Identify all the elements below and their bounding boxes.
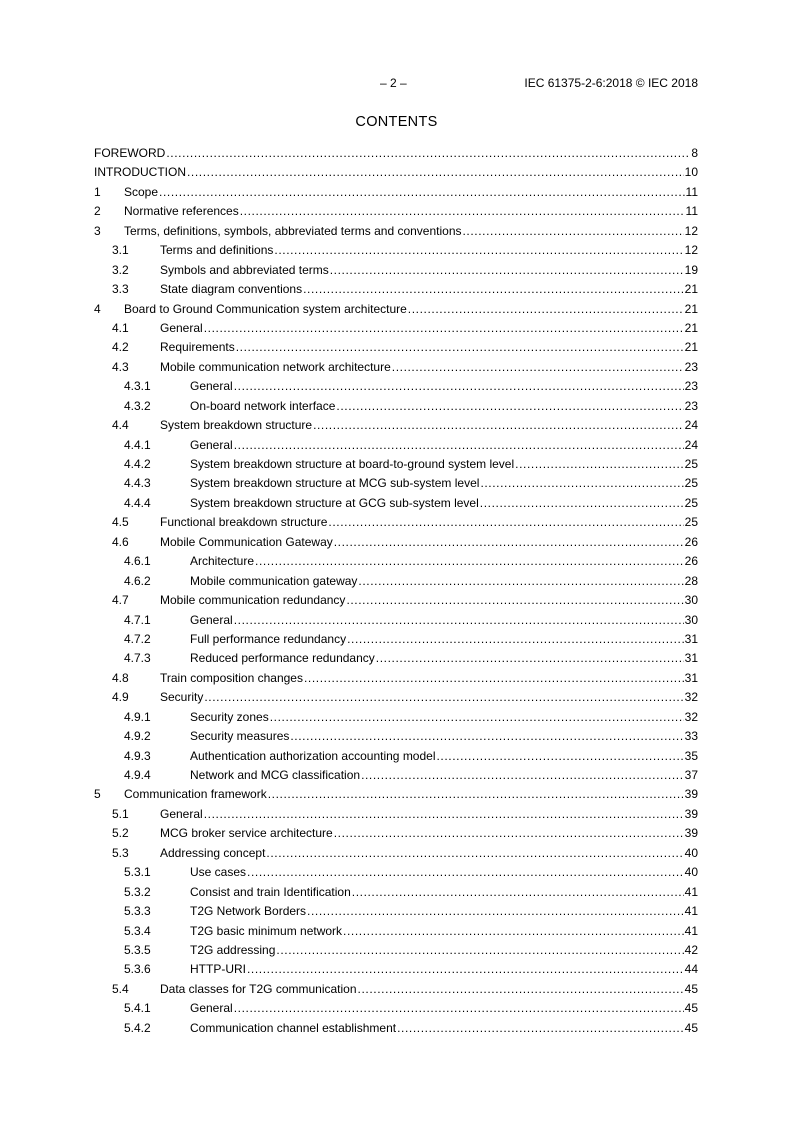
toc-entry[interactable] <box>94 611 698 630</box>
toc-leader-dots <box>270 708 684 727</box>
toc-entry-title: General <box>160 320 203 335</box>
toc-entry-number: 4.4 <box>112 418 129 433</box>
toc-leader-dots <box>330 261 684 280</box>
toc-entry-page: 26 <box>684 534 698 549</box>
toc-leader-dots <box>255 552 684 571</box>
toc-entry-page: 23 <box>684 398 698 413</box>
toc-entry-title: MCG broker service architecture <box>160 826 333 841</box>
toc-entry-title: Train composition changes <box>160 670 303 685</box>
toc-entry[interactable] <box>94 144 698 163</box>
toc-leader-dots <box>408 300 684 319</box>
toc-leader-dots <box>343 922 684 941</box>
toc-entry-page: 10 <box>684 165 698 180</box>
toc-entry-number: 5.3.6 <box>124 962 151 977</box>
toc-entry[interactable] <box>94 863 698 882</box>
toc-entry-page: 44 <box>684 962 698 977</box>
page-number: – 2 – <box>380 76 407 90</box>
toc-entry-title: Board to Ground Communication system architecture <box>124 301 407 316</box>
toc-entry-page: 42 <box>684 942 698 957</box>
toc-entry[interactable] <box>94 883 698 902</box>
toc-entry-number: 4.3.1 <box>124 379 151 394</box>
toc-entry-page: 25 <box>684 495 698 510</box>
toc-entry-title: Mobile communication gateway <box>190 573 358 588</box>
toc-entry-title: FOREWORD <box>94 146 166 160</box>
toc-entry[interactable] <box>94 1019 698 1038</box>
toc-entry-title: General <box>190 437 233 452</box>
toc-entry-number: 5.4 <box>112 981 129 996</box>
toc-entry[interactable] <box>94 824 698 843</box>
toc-entry-number: 4.4.4 <box>124 495 151 510</box>
toc-entry-number: 3 <box>94 223 101 238</box>
toc-entry-title: Mobile Communication Gateway <box>160 534 333 549</box>
toc-entry-number: 5.3.3 <box>124 904 151 919</box>
toc-entry-page: 19 <box>684 262 698 277</box>
toc-entry[interactable] <box>94 572 698 591</box>
toc-entry-number: 4.6.1 <box>124 554 151 569</box>
toc-entry-title: T2G basic minimum network <box>190 923 343 938</box>
toc-leader-dots <box>240 202 685 221</box>
toc-entry[interactable] <box>94 202 698 221</box>
toc-entry[interactable] <box>94 630 698 649</box>
toc-entry-page: 21 <box>684 320 698 335</box>
toc-leader-dots <box>204 319 684 338</box>
toc-entry-page: 40 <box>684 865 698 880</box>
toc-entry-title: Use cases <box>190 865 247 880</box>
toc-entry[interactable] <box>94 747 698 766</box>
toc-entry[interactable] <box>94 922 698 941</box>
toc-entry-page: 45 <box>684 1001 698 1016</box>
toc-entry[interactable] <box>94 941 698 960</box>
toc-entry-title: Reduced performance redundancy <box>190 651 375 666</box>
toc-entry-page: 31 <box>684 670 698 685</box>
toc-leader-dots <box>480 474 683 493</box>
toc-entry-number: 4.9.4 <box>124 768 151 782</box>
toc-leader-dots <box>166 144 690 163</box>
toc-entry[interactable] <box>94 494 698 513</box>
toc-entry-page: 35 <box>684 748 698 763</box>
toc-entry-page: 39 <box>684 787 698 802</box>
toc-entry[interactable] <box>94 436 698 455</box>
toc-entry-title: Authentication authorization accounting model <box>190 748 436 763</box>
toc-entry-page: 25 <box>684 457 698 471</box>
toc-leader-dots <box>236 338 684 357</box>
toc-entry[interactable] <box>94 300 698 319</box>
toc-entry[interactable] <box>94 416 698 435</box>
toc-entry-number: 4.9.3 <box>124 748 151 763</box>
toc-entry-title: System breakdown structure <box>160 418 313 433</box>
toc-entry[interactable] <box>94 280 698 299</box>
toc-entry[interactable] <box>94 241 698 260</box>
toc-entry-title: System breakdown structure at MCG sub-system level <box>190 476 480 491</box>
toc-entry-title: Security <box>160 690 204 705</box>
toc-entry-title: Mobile communication redundancy <box>160 593 346 608</box>
toc-entry[interactable] <box>94 183 698 202</box>
toc-entry-number: 4.6 <box>112 534 129 549</box>
toc-leader-dots <box>266 844 683 863</box>
table-of-contents <box>94 144 698 1038</box>
toc-entry-title: Functional breakdown structure <box>160 515 328 530</box>
toc-leader-dots <box>307 902 684 921</box>
toc-entry-number: 5.3.4 <box>124 923 151 938</box>
toc-entry-page: 30 <box>684 593 698 608</box>
toc-entry[interactable] <box>94 649 698 668</box>
toc-entry-title: Data classes for T2G communication <box>160 981 357 996</box>
toc-entry-number: 5.3.2 <box>124 884 151 899</box>
toc-leader-dots <box>234 999 684 1018</box>
toc-entry-page: 25 <box>684 515 698 530</box>
toc-leader-dots <box>247 863 684 882</box>
toc-entry-title: T2G addressing <box>190 942 276 957</box>
toc-entry[interactable] <box>94 669 698 688</box>
toc-entry-page: 33 <box>684 729 698 744</box>
toc-leader-dots <box>274 241 683 260</box>
toc-entry[interactable] <box>94 222 698 241</box>
toc-entry-number: 4.2 <box>112 340 129 355</box>
toc-leader-dots <box>276 941 683 960</box>
toc-entry-number: 5.3.5 <box>124 942 151 957</box>
toc-entry-title: Addressing concept <box>160 845 266 860</box>
toc-entry[interactable] <box>94 377 698 396</box>
toc-entry-number: 5.4.1 <box>124 1001 151 1016</box>
toc-entry-page: 37 <box>684 768 698 782</box>
toc-leader-dots <box>290 727 683 746</box>
toc-entry-page: 45 <box>684 1020 698 1035</box>
contents-title: CONTENTS <box>355 114 438 130</box>
toc-entry[interactable] <box>94 980 698 999</box>
toc-entry-number: 4.3 <box>112 359 129 374</box>
toc-leader-dots <box>204 688 683 707</box>
toc-leader-dots <box>397 1019 684 1038</box>
toc-entry-number: 4.4.1 <box>124 437 151 452</box>
toc-entry-number: 5.1 <box>112 806 129 821</box>
toc-entry-number: 4.9.1 <box>124 709 151 724</box>
toc-leader-dots <box>437 747 684 766</box>
toc-entry-title: System breakdown structure at GCG sub-system level <box>190 495 479 510</box>
toc-leader-dots <box>187 163 684 182</box>
toc-leader-dots <box>313 416 684 435</box>
toc-entry-page: 41 <box>684 923 698 938</box>
toc-entry-page: 39 <box>684 806 698 821</box>
toc-entry[interactable] <box>94 960 698 979</box>
toc-leader-dots <box>515 455 683 474</box>
toc-entry-title: Full performance redundancy <box>190 631 347 646</box>
toc-entry-number: 4.8 <box>112 670 129 685</box>
toc-entry-number: 4.6.2 <box>124 573 151 588</box>
toc-leader-dots <box>268 785 684 804</box>
toc-entry[interactable] <box>94 338 698 357</box>
toc-leader-dots <box>234 611 684 630</box>
toc-leader-dots <box>159 183 685 202</box>
toc-entry[interactable] <box>94 533 698 552</box>
toc-entry[interactable] <box>94 999 698 1018</box>
toc-entry-title: Scope <box>124 184 159 199</box>
toc-entry-title: On-board network interface <box>190 398 336 413</box>
toc-entry-page: 31 <box>684 651 698 666</box>
toc-leader-dots <box>358 980 684 999</box>
toc-leader-dots <box>480 494 684 513</box>
toc-entry[interactable] <box>94 552 698 571</box>
toc-leader-dots <box>376 649 684 668</box>
toc-entry[interactable] <box>94 902 698 921</box>
toc-leader-dots <box>346 591 683 610</box>
toc-entry-page: 11 <box>685 184 698 199</box>
toc-entry-page: 32 <box>684 690 698 705</box>
toc-entry-page: 41 <box>684 904 698 919</box>
toc-entry-title: Communication channel establishment <box>190 1020 397 1035</box>
toc-entry-number: 3.1 <box>112 243 129 258</box>
toc-entry-page: 41 <box>684 884 698 899</box>
toc-leader-dots <box>303 280 684 299</box>
toc-entry-number: 4.9 <box>112 690 129 705</box>
toc-leader-dots <box>463 222 684 241</box>
toc-entry-number: 3.3 <box>112 282 129 297</box>
toc-entry-page: 39 <box>684 826 698 841</box>
toc-entry[interactable] <box>94 397 698 416</box>
toc-entry-title: Communication framework <box>124 787 267 802</box>
toc-leader-dots <box>334 824 684 843</box>
toc-entry-title: Security measures <box>190 729 290 744</box>
toc-leader-dots <box>358 572 683 591</box>
toc-entry-number: 5.3.1 <box>124 865 151 880</box>
toc-entry-page: 11 <box>685 204 698 219</box>
toc-entry-title: Architecture <box>190 554 255 569</box>
toc-entry-page: 23 <box>684 379 698 394</box>
toc-entry-title: Normative references <box>124 204 239 219</box>
toc-entry-page: 23 <box>684 359 698 374</box>
toc-entry-page: 21 <box>684 340 698 355</box>
toc-entry-title: Mobile communication network architecture <box>160 359 391 374</box>
toc-entry-number: 4.7.1 <box>124 612 151 627</box>
toc-entry-title: General <box>160 806 203 821</box>
toc-entry-title: Consist and train Identification <box>190 884 351 899</box>
toc-entry-title: Security zones <box>190 709 269 724</box>
toc-entry[interactable] <box>94 844 698 863</box>
toc-entry[interactable] <box>94 785 698 804</box>
toc-entry-title: Network and MCG classification <box>190 768 361 782</box>
toc-entry[interactable] <box>94 708 698 727</box>
toc-entry-title: Symbols and abbreviated terms <box>160 262 329 277</box>
toc-entry[interactable] <box>94 163 698 182</box>
toc-leader-dots <box>204 805 684 824</box>
toc-entry[interactable] <box>94 727 698 746</box>
toc-entry-page: 25 <box>684 476 698 491</box>
toc-entry-title: General <box>190 612 233 627</box>
toc-entry-title: System breakdown structure at board-to-ground system level <box>190 457 515 471</box>
toc-entry[interactable] <box>94 261 698 280</box>
toc-entry[interactable] <box>94 455 698 474</box>
toc-entry-page: 12 <box>684 243 698 258</box>
toc-entry-title: INTRODUCTION <box>94 165 186 180</box>
toc-entry-number: 4.5 <box>112 515 129 530</box>
toc-leader-dots <box>352 883 684 902</box>
toc-leader-dots <box>328 513 683 532</box>
toc-entry[interactable] <box>94 591 698 610</box>
toc-entry[interactable] <box>94 688 698 707</box>
toc-entry-number: 4.1 <box>112 320 129 335</box>
toc-leader-dots <box>234 436 684 455</box>
toc-entry-number: 5.3 <box>112 845 129 860</box>
toc-entry-number: 4.7.3 <box>124 651 151 666</box>
toc-entry-title: Terms and definitions <box>160 243 274 258</box>
toc-entry-title: General <box>190 1001 233 1016</box>
toc-leader-dots <box>361 766 684 785</box>
toc-entry[interactable] <box>94 358 698 377</box>
toc-entry[interactable] <box>94 805 698 824</box>
toc-leader-dots <box>334 533 684 552</box>
toc-entry-number: 4.7.2 <box>124 631 151 646</box>
toc-leader-dots <box>336 397 683 416</box>
toc-entry-page: 32 <box>684 709 698 724</box>
toc-entry-number: 4.4.2 <box>124 457 151 471</box>
toc-entry[interactable] <box>94 319 698 338</box>
toc-entry-page: 24 <box>684 437 698 452</box>
toc-entry-page: 30 <box>684 612 698 627</box>
toc-entry-page: 21 <box>684 301 698 316</box>
toc-entry-number: 4.4.3 <box>124 476 151 491</box>
toc-entry-page: 28 <box>684 573 698 588</box>
toc-entry-page: 26 <box>684 554 698 569</box>
toc-entry-number: 4.9.2 <box>124 729 151 744</box>
toc-entry-number: 4.3.2 <box>124 398 151 413</box>
toc-entry-number: 2 <box>94 204 101 219</box>
toc-entry-page: 21 <box>684 282 698 297</box>
standard-reference: IEC 61375-2-6:2018 © IEC 2018 <box>524 76 698 90</box>
toc-entry-page: 31 <box>684 631 698 646</box>
toc-leader-dots <box>304 669 684 688</box>
toc-leader-dots <box>234 377 684 396</box>
toc-entry-number: 3.2 <box>112 262 129 277</box>
toc-entry-page: 45 <box>684 981 698 996</box>
toc-entry-page: 8 <box>691 146 698 160</box>
toc-entry[interactable] <box>94 474 698 493</box>
toc-entry-number: 4.7 <box>112 593 129 608</box>
toc-entry-number: 5.2 <box>112 826 129 841</box>
toc-leader-dots <box>392 358 684 377</box>
toc-entry-number: 1 <box>94 184 101 199</box>
toc-entry-page: 24 <box>684 418 698 433</box>
toc-leader-dots <box>347 630 684 649</box>
toc-entry-page: 40 <box>684 845 698 860</box>
toc-entry-title: General <box>190 379 233 394</box>
toc-entry-title: Requirements <box>160 340 235 355</box>
toc-entry-title: Terms, definitions, symbols, abbreviated terms and conventions <box>124 223 462 238</box>
toc-entry-number: 5.4.2 <box>124 1020 151 1035</box>
toc-entry-number: 5 <box>94 787 101 802</box>
toc-entry-title: State diagram conventions <box>160 282 303 297</box>
toc-entry-title: HTTP-URI <box>190 962 246 977</box>
toc-leader-dots <box>247 960 684 979</box>
toc-entry[interactable] <box>94 766 698 785</box>
toc-entry-page: 12 <box>684 223 698 238</box>
toc-entry-title: T2G Network Borders <box>190 904 307 919</box>
toc-entry[interactable] <box>94 513 698 532</box>
toc-entry-number: 4 <box>94 301 101 316</box>
